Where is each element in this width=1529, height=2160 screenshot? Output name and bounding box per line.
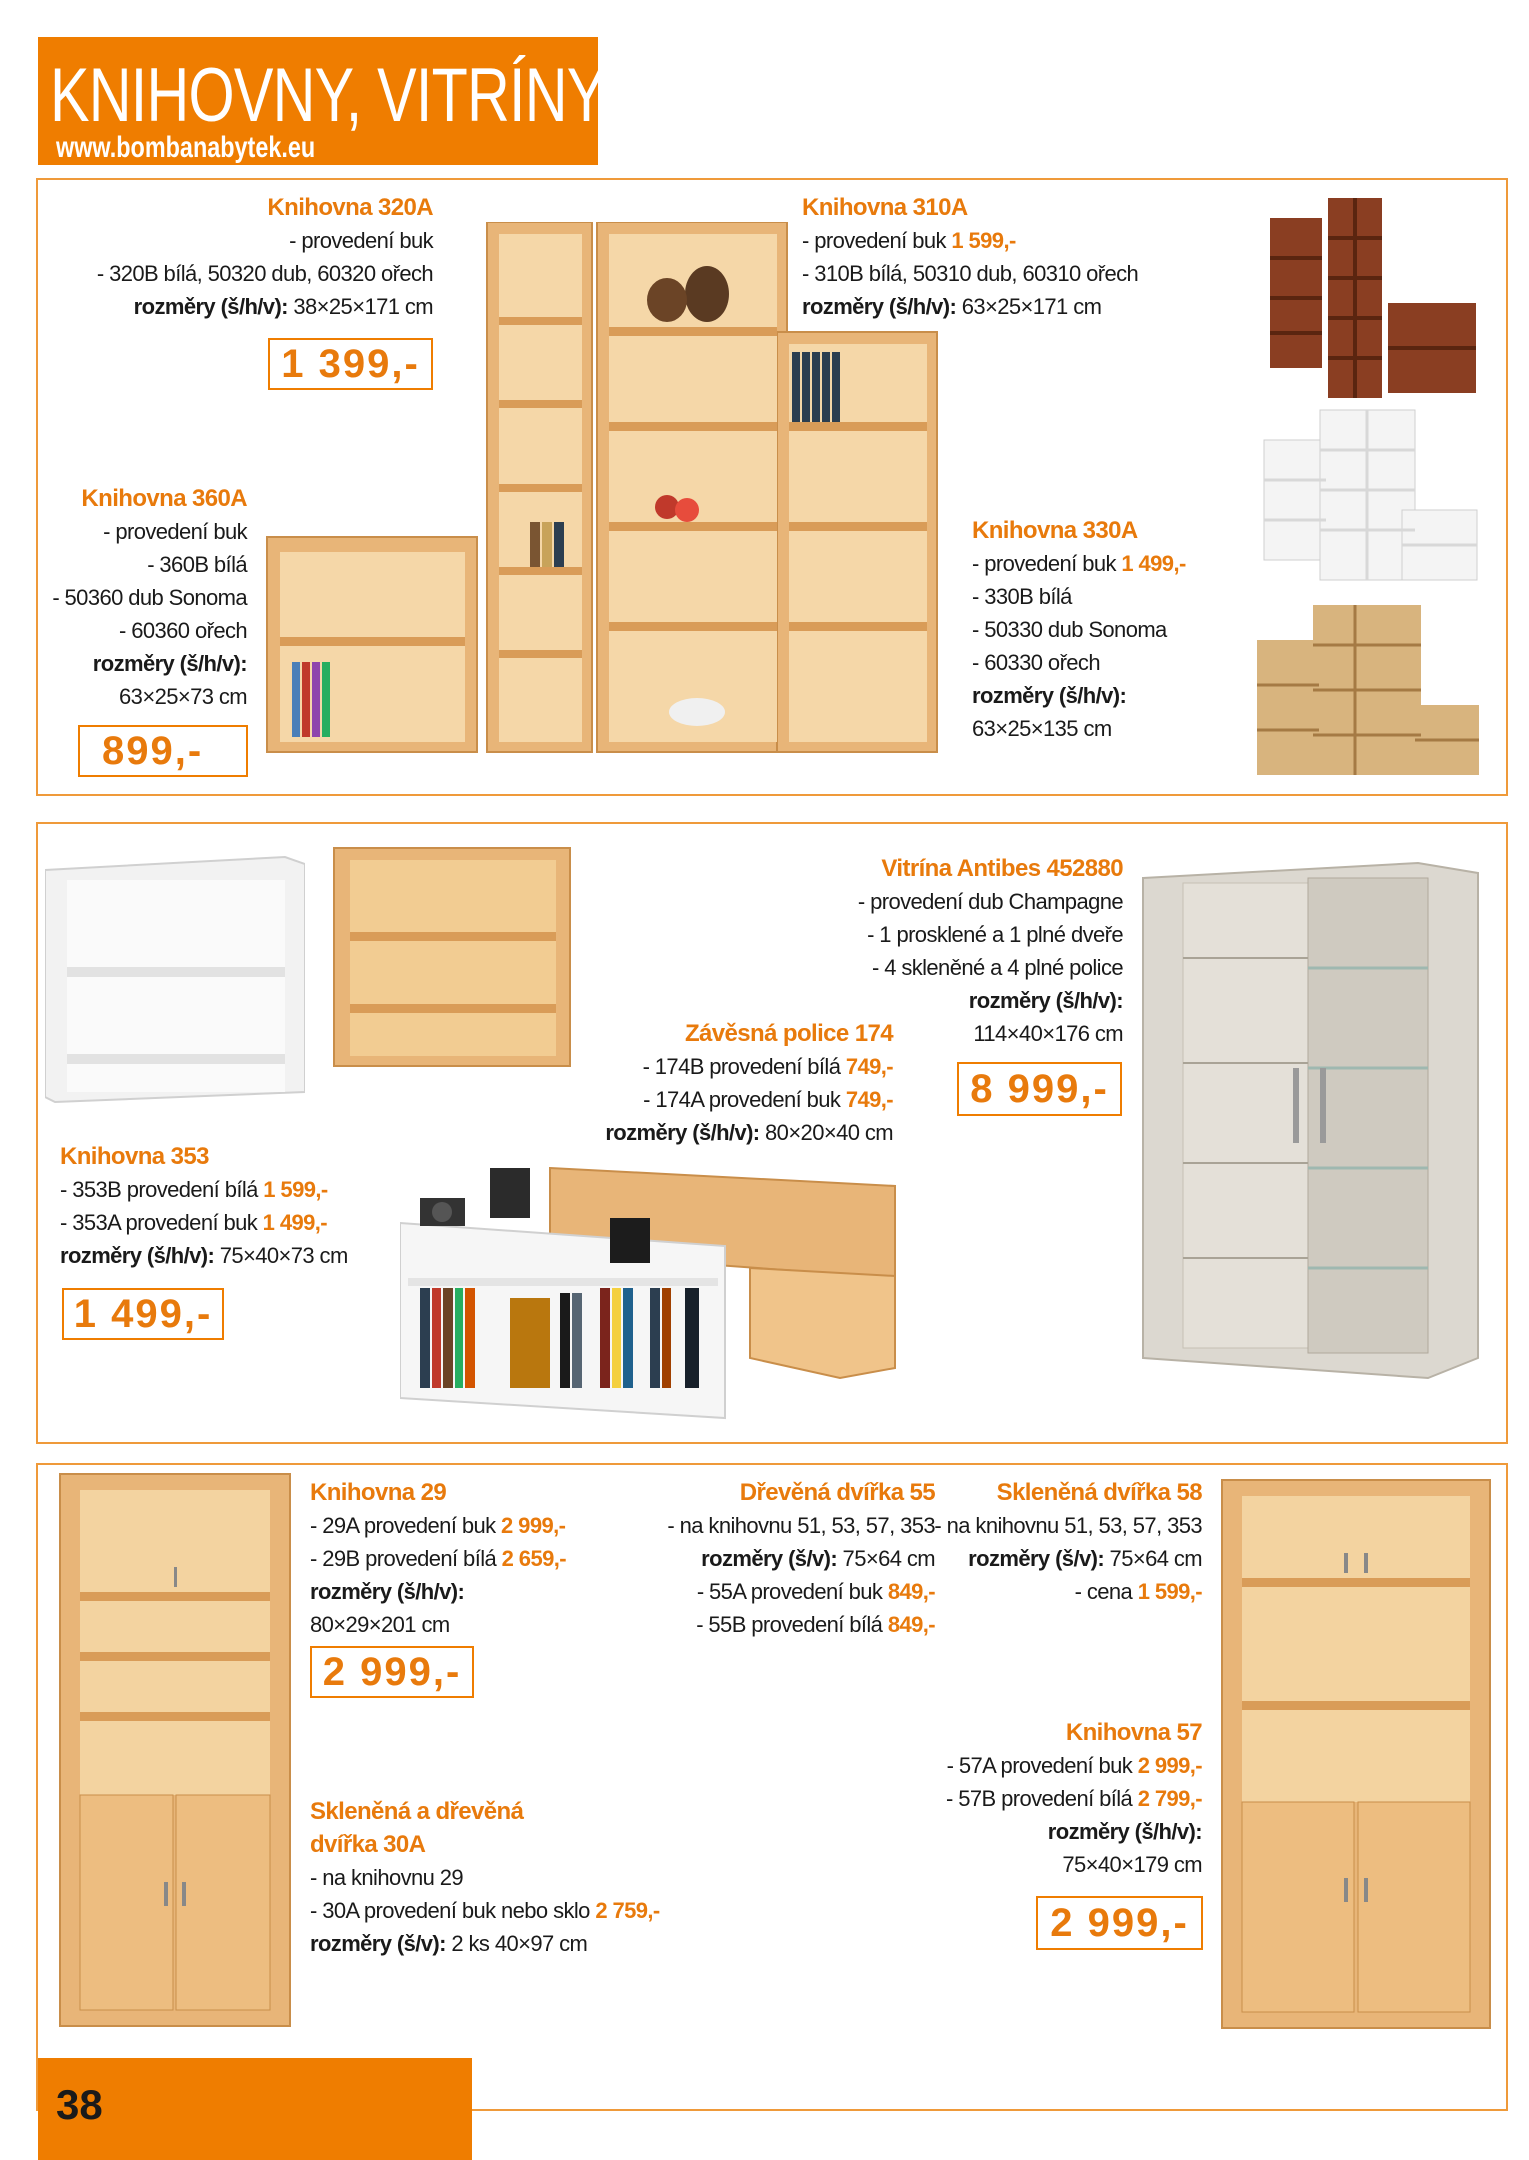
product-line: - 310B bílá, 50310 dub, 60310 ořech [802, 261, 1139, 286]
product-330a [972, 514, 1232, 745]
dim-value: 63×25×135 cm [972, 716, 1112, 741]
inline-price: 2 759,- [595, 1898, 660, 1923]
dim-label: rozměry (š/h/v): [310, 1579, 465, 1604]
product-title: Vitrína Antibes 452880 [881, 855, 1123, 882]
dim-label: rozměry (š/h/v): [1047, 1819, 1202, 1844]
price-320a: 1 399,- [268, 338, 433, 390]
dim-value: 63×25×73 cm [119, 684, 247, 709]
inline-price: 849,- [887, 1579, 935, 1604]
product-29 [310, 1476, 610, 1641]
product-line: - provedení dub Champagne [857, 889, 1123, 914]
product-line: - na knihovnu 51, 53, 57, 353 [934, 1513, 1202, 1538]
inline-price: 1 499,- [262, 1210, 327, 1235]
inline-price: 2 659,- [501, 1546, 566, 1571]
product-line: - 4 skleněné a 4 plné police [871, 955, 1123, 980]
product-30a [310, 1795, 680, 1960]
product-line: - 50360 dub Sonoma [52, 585, 247, 610]
dim-label: rozměry (š/v): [968, 1546, 1105, 1571]
inline-price: 2 999,- [1137, 1753, 1202, 1778]
dim-value: 114×40×176 cm [973, 1021, 1123, 1046]
product-line: - 29B provedení bílá [310, 1546, 502, 1571]
product-title-2: dvířka 30A [310, 1831, 426, 1858]
bookcase-57-image [1220, 1478, 1494, 2030]
product-55 [635, 1476, 935, 1641]
product-353 [60, 1140, 390, 1272]
dim-value: 75×40×73 cm [214, 1243, 348, 1268]
product-line: - 55B provedení bílá [696, 1612, 888, 1637]
product-title: Knihovna 330A [972, 517, 1138, 544]
product-title: Skleněná a dřevěná [310, 1798, 524, 1825]
inline-price: 1 599,- [263, 1177, 328, 1202]
dim-label: rozměry (š/h/v): [60, 1243, 215, 1268]
product-antibes [763, 852, 1123, 1050]
product-line: - 60360 ořech [119, 618, 247, 643]
product-title: Skleněná dvířka 58 [996, 1479, 1202, 1506]
dim-label: rozměry (š/h/v): [802, 294, 957, 319]
price-57: 2 999,- [1036, 1896, 1203, 1950]
inline-price: 1 599,- [951, 228, 1016, 253]
dim-label: rozměry (š/h/v): [605, 1120, 760, 1145]
product-line: - na knihovnu 51, 53, 57, 353 [667, 1513, 935, 1538]
product-title: Knihovna 57 [1065, 1719, 1202, 1746]
inline-price: 2 799,- [1137, 1786, 1202, 1811]
price-29: 2 999,- [310, 1646, 474, 1698]
inline-price: 749,- [845, 1087, 893, 1112]
product-line: - 57B provedení bílá [946, 1786, 1138, 1811]
product-line: - cena [1074, 1579, 1138, 1604]
dim-label: rozměry (š/h/v): [92, 651, 247, 676]
oak-bookcases-image [1255, 600, 1483, 780]
vitrine-antibes-image [1138, 858, 1486, 1398]
product-title: Závěsná police 174 [685, 1020, 893, 1047]
inline-price: 2 999,- [501, 1513, 566, 1538]
inline-price: 849,- [887, 1612, 935, 1637]
product-line: - 55A provedení buk [696, 1579, 888, 1604]
page-title: KNIHOVNY, VITRÍNY [50, 53, 606, 138]
product-line: - provedení buk [802, 228, 952, 253]
product-line: - 50330 dub Sonoma [972, 617, 1167, 642]
price-360a: 899,- [78, 725, 248, 777]
walnut-bookcases-image [1268, 188, 1480, 402]
dim-value: 80×29×201 cm [310, 1612, 450, 1637]
product-line: - 353B provedení bílá [60, 1177, 264, 1202]
product-line: - 60330 ořech [972, 650, 1100, 675]
hanging-shelf-174-image [400, 1158, 905, 1420]
dim-label: rozměry (š/h/v): [133, 294, 288, 319]
product-310a [802, 191, 1222, 323]
dim-label: rozměry (š/v): [701, 1546, 838, 1571]
dim-value: 63×25×171 cm [961, 294, 1102, 319]
dim-value: 75×40×179 cm [1062, 1852, 1202, 1877]
product-line: - provedení buk [289, 228, 433, 253]
white-bookcases-image [1262, 405, 1482, 585]
dim-value: 38×25×171 cm [293, 294, 433, 319]
dim-value: 75×64 cm [1104, 1546, 1202, 1571]
product-58 [902, 1476, 1202, 1608]
product-title: Knihovna 29 [310, 1479, 447, 1506]
product-line: - na knihovnu 29 [310, 1865, 464, 1890]
product-line: - 360B bílá [147, 552, 247, 577]
product-title: Knihovna 360A [81, 485, 247, 512]
product-line: - 30A provedení buk nebo sklo [310, 1898, 596, 1923]
product-line: - 330B bílá [972, 584, 1072, 609]
product-line: - 174B provedení bílá [642, 1054, 846, 1079]
page-number-tab [38, 2058, 472, 2160]
product-line: - 57A provedení buk [946, 1753, 1138, 1778]
product-line: - 320B bílá, 50320 dub, 60320 ořech [96, 261, 433, 286]
price-353: 1 499,- [62, 1288, 224, 1340]
product-line: - provedení buk [103, 519, 247, 544]
product-320a [53, 191, 433, 323]
inline-price: 1 599,- [1137, 1579, 1202, 1604]
price-antibes: 8 999,- [957, 1062, 1122, 1116]
dim-label: rozměry (š/v): [310, 1931, 446, 1956]
white-bookcase-353-image [45, 852, 305, 1107]
dim-value: 2 ks 40×97 cm [445, 1931, 588, 1956]
product-line: - 353A provedení buk [60, 1210, 263, 1235]
product-title: Knihovna 353 [60, 1143, 209, 1170]
dim-label: rozměry (š/h/v): [968, 988, 1123, 1013]
dim-label: rozměry (š/h/v): [972, 683, 1127, 708]
inline-price: 749,- [845, 1054, 893, 1079]
dim-value: 80×20×40 cm [759, 1120, 893, 1145]
product-title: Knihovna 320A [267, 194, 433, 221]
inline-price: 1 499,- [1121, 551, 1186, 576]
dim-value: 75×64 cm [837, 1546, 935, 1571]
product-line: - 29A provedení buk [310, 1513, 502, 1538]
product-line: - 174A provedení buk [643, 1087, 846, 1112]
product-title: Knihovna 310A [802, 194, 968, 221]
product-title: Dřevěná dvířka 55 [739, 1479, 935, 1506]
bookcase-29-image [58, 1472, 294, 2030]
website-url[interactable]: www.bombanabytek.eu [56, 131, 316, 164]
page-number: 38 [56, 2081, 103, 2128]
product-360a [27, 482, 247, 713]
beech-bookcase-353-image [332, 846, 572, 1068]
product-line: - provedení buk [972, 551, 1122, 576]
product-57 [902, 1716, 1202, 1881]
product-line: - 1 prosklené a 1 plné dveře [867, 922, 1123, 947]
